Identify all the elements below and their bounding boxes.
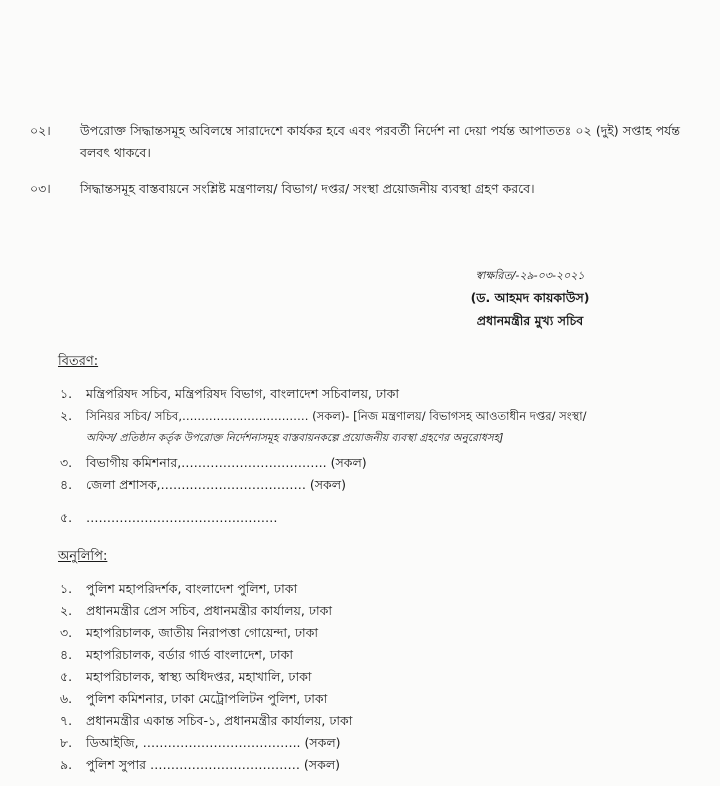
paragraph-03 — [30, 178, 680, 202]
distribution-item: ৩. বিভাগীয় কমিশনার,…………………………….. (সকল) — [60, 455, 367, 470]
copy-item: ৭. প্রধানমন্ত্রীর একান্ত সচিব-১, প্রধানমন্ত্রীর কার্যালয়, ঢাকা — [60, 713, 353, 728]
signature-block — [430, 266, 630, 332]
paragraph-text: সিদ্ধান্তসমূহ বাস্তবায়নে সংশ্লিষ্ট মন্ত্রণালয়/ বিভাগ/ দপ্তর/ সংস্থা প্রয়োজনীয় ব্যবস্থা গ্রহণ করবে। — [80, 181, 535, 196]
copy-item: ১. পুলিশ মহাপরিদর্শক, বাংলাদেশ পুলিশ, ঢাকা — [60, 581, 298, 596]
paragraph-text: উপরোক্ত সিদ্ধান্তসমূহ অবিলম্বে সারাদেশে কার্যকর হবে এবং পরবর্তী নির্দেশ না দেয়া পর্যন্ত আপাততঃ ০২ (দুই) সপ্তাহ পর্যন্ত বলবৎ থাকবে। — [80, 123, 680, 160]
copy-item: ৮. ডিআইজি, ……………………………….. (সকল) — [60, 735, 341, 750]
signatory-title: প্রধানমন্ত্রীর মুখ্য সচিব — [476, 313, 584, 328]
distribution-item: ১. মন্ত্রিপরিষদ সচিব, মন্ত্রিপরিষদ বিভাগ, বাংলাদেশ সচিবালয়, ঢাকা — [60, 386, 399, 401]
distribution-item: ৪. জেলা প্রশাসক,……..……………………… (সকল) — [60, 477, 346, 492]
copy-item: ৩. মহাপরিচালক, জাতীয় নিরাপত্তা গোয়েন্দা, ঢাকা — [60, 625, 319, 640]
copy-item: ৪. মহাপরিচালক, বর্ডার গার্ড বাংলাদেশ, ঢাকা — [60, 647, 293, 662]
distribution-item-note: অফিস/ প্রতিষ্ঠান কর্তৃক উপরোক্ত নির্দেশনাসমূহ বাস্তবায়নকল্পে প্রয়োজনীয় ব্যবস্থা গ্রহণের অনুরোধসহ] — [86, 432, 504, 444]
paragraph-number: ০২। — [30, 123, 51, 138]
signature-date: স্বাক্ষরিত/-২৯-০৩-২০২১ — [475, 269, 585, 282]
signatory-name: (ড. আহমদ কায়কাউস) — [470, 290, 590, 305]
paragraph-number: ০৩। — [30, 181, 51, 196]
copy-item: ৬. পুলিশ কমিশনার, ঢাকা মেট্রোপলিটন পুলিশ, ঢাকা — [60, 691, 328, 706]
copy-item: ২. প্রধানমন্ত্রীর প্রেস সচিব, প্রধানমন্ত্রীর কার্যালয়, ঢাকা — [60, 603, 332, 618]
copy-item: ৯. পুলিশ সুপার ……………………………… (সকল) — [60, 757, 341, 772]
copy-item: ৫. মহাপরিচালক, স্বাস্থ্য অধিদপ্তর, মহাখালি, ঢাকা — [60, 669, 312, 684]
paragraph-02 — [30, 120, 680, 166]
copies-heading: অনুলিপি: — [58, 549, 108, 564]
distribution-item: ২. সিনিয়র সচিব/ সচিব,…………………………… (সকল)- [নিজ মন্ত্রণালয়/ বিভাগসহ আওতাধীন দপ্তর/ সংস্থা/ — [60, 408, 587, 423]
distribution-heading: বিতরণ: — [58, 354, 99, 369]
distribution-item: ৫. ……………………………….……… — [60, 510, 278, 525]
